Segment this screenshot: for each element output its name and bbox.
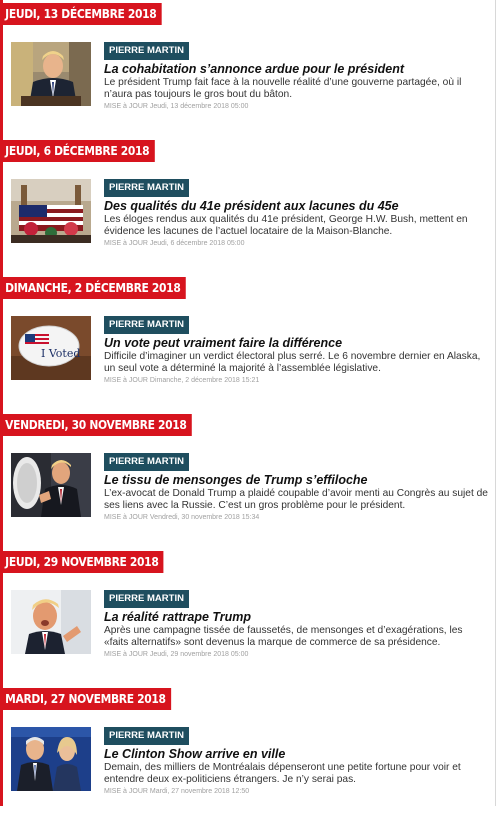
bush-funeral-photo bbox=[11, 179, 91, 243]
article-title[interactable]: La réalité rattrape Trump bbox=[104, 610, 252, 624]
date-banner: JEUDI, 13 DÉCEMBRE 2018 bbox=[0, 3, 162, 25]
article-timestamp: MISE à JOUR Jeudi, 6 décembre 2018 05:00 bbox=[104, 240, 245, 247]
date-banner: JEUDI, 29 NOVEMBRE 2018 bbox=[0, 551, 164, 573]
i-voted-sticker-photo bbox=[11, 316, 91, 380]
author-badge[interactable]: PIERRE MARTIN bbox=[104, 179, 189, 197]
article-section bbox=[0, 685, 496, 822]
article-timestamp: MISE à JOUR Vendredi, 30 novembre 2018 15:34 bbox=[104, 514, 260, 521]
article-section bbox=[0, 411, 496, 548]
author-badge[interactable]: PIERRE MARTIN bbox=[104, 42, 189, 60]
article-thumbnail[interactable] bbox=[11, 453, 91, 517]
article-thumbnail[interactable] bbox=[11, 179, 91, 243]
article-title[interactable]: Le tissu de mensonges de Trump s’effiloche bbox=[104, 473, 368, 487]
clintons-photo bbox=[11, 727, 91, 791]
author-badge[interactable]: PIERRE MARTIN bbox=[104, 590, 189, 608]
author-badge[interactable]: PIERRE MARTIN bbox=[104, 316, 189, 334]
sticker-text: I Voted bbox=[41, 347, 81, 360]
article-timestamp: MISE à JOUR Jeudi, 29 novembre 2018 05:00 bbox=[104, 651, 249, 658]
date-banner: VENDREDI, 30 NOVEMBRE 2018 bbox=[0, 414, 192, 436]
article-title[interactable]: Des qualités du 41e président aux lacunes du 45e bbox=[104, 199, 399, 213]
article-section bbox=[0, 0, 496, 137]
article-thumbnail[interactable] bbox=[11, 316, 91, 380]
article-title[interactable]: Un vote peut vraiment faire la différence bbox=[104, 336, 343, 350]
article-description: L’ex-avocat de Donald Trump a plaidé coupable d’avoir menti au Congrès au sujet de ses liens avec la Russie. C’est un gros problème pour le président. bbox=[104, 488, 488, 511]
article-description: Demain, des milliers de Montréalais dépenseront une petite fortune pour voir et entendre deux ex-politiciens étrangers. Je n’y serai pas. bbox=[104, 762, 461, 785]
article-section bbox=[0, 274, 496, 411]
article-description: Les éloges rendus aux qualités du 41e président, George H.W. Bush, mettent en évidence les lacunes de l’actuel locataire de la Maison-Blanche. bbox=[104, 214, 468, 237]
article-thumbnail[interactable] bbox=[11, 727, 91, 791]
article-timestamp: MISE à JOUR Mardi, 27 novembre 2018 12:50 bbox=[104, 788, 250, 795]
trump-desk-photo bbox=[11, 42, 91, 106]
article-thumbnail[interactable] bbox=[11, 42, 91, 106]
date-banner: DIMANCHE, 2 DÉCEMBRE 2018 bbox=[0, 277, 186, 299]
article-thumbnail[interactable] bbox=[11, 590, 91, 654]
date-banner: JEUDI, 6 DÉCEMBRE 2018 bbox=[0, 140, 154, 162]
article-title[interactable]: Le Clinton Show arrive en ville bbox=[104, 747, 286, 761]
trump-helicopter-photo bbox=[11, 453, 91, 517]
author-badge[interactable]: PIERRE MARTIN bbox=[104, 727, 189, 745]
author-badge[interactable]: PIERRE MARTIN bbox=[104, 453, 189, 471]
article-description: Difficile d’imaginer un verdict électoral plus serré. Le 6 novembre dernier en Alaska, un seul vote a déterminé la majorité à l’assemblée législative. bbox=[104, 351, 481, 374]
article-timestamp: MISE à JOUR Dimanche, 2 décembre 2018 15:21 bbox=[104, 377, 260, 384]
date-banner: MARDI, 27 NOVEMBRE 2018 bbox=[0, 688, 171, 710]
article-title[interactable]: La cohabitation s’annonce ardue pour le président bbox=[104, 62, 405, 76]
article-description: Après une campagne tissée de faussetés, de mensonges et d’exagérations, les «faits alternatifs» sont devenus la marque de commerce de sa présidence. bbox=[104, 625, 463, 648]
article-section bbox=[0, 137, 496, 274]
trump-speaking-photo bbox=[11, 590, 91, 654]
article-section bbox=[0, 548, 496, 685]
article-description: Le président Trump fait face à la nouvelle réalité d’une gouverne partagée, où il n’aura pas toujours le gros bout du bâton. bbox=[104, 77, 462, 100]
article-timestamp: MISE à JOUR Jeudi, 13 décembre 2018 05:00 bbox=[104, 103, 249, 110]
